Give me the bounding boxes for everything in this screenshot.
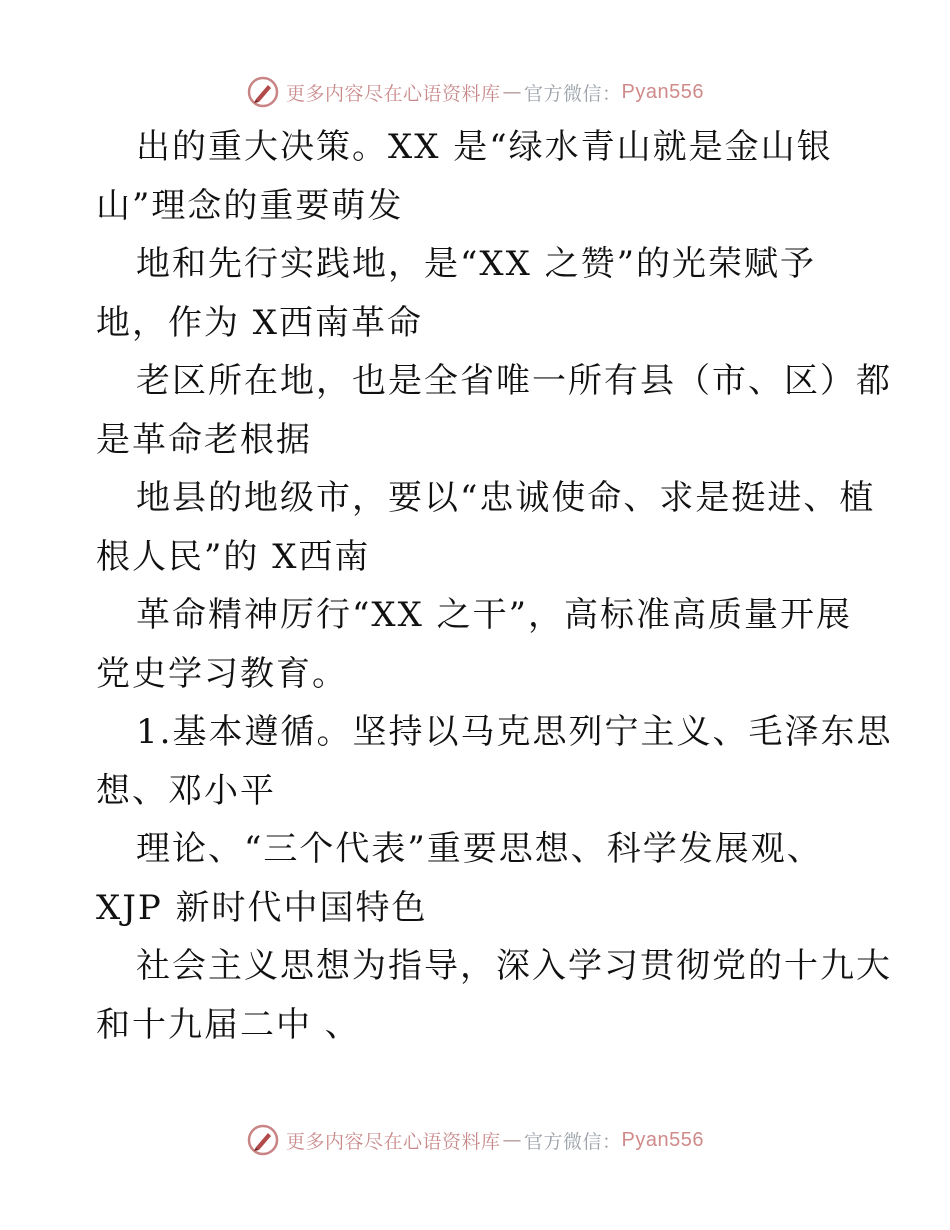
document-body [96, 118, 893, 1054]
body-line: 革命精神厉行“XX 之干”，高标准高质量开展 [136, 595, 852, 635]
body-line: 是革命老根据 [96, 419, 312, 460]
header-watermark-text: 更多内容尽在心语资料库 [286, 82, 501, 105]
body-line: 地，作为 X西南革命 [96, 302, 424, 343]
footer-watermark [0, 1120, 950, 1160]
body-line: 出的重大决策。XX 是“绿水青山就是金山银 [136, 127, 833, 167]
footer-wechat-id: Pyan556 [621, 1128, 704, 1151]
header-wechat-id: Pyan556 [621, 80, 704, 103]
body-line: 山”理念的重要萌发 [96, 185, 404, 226]
body-line: 地县的地级市，要以“忠诚使命、求是挺进、植 [136, 478, 876, 518]
body-line: 1.基本遵循。坚持以马克思列宁主义、毛泽东思 [136, 712, 893, 752]
body-line: 地和先行实践地，是“XX 之赞”的光荣赋予 [136, 244, 816, 284]
body-line: 社会主义思想为指导，深入学习贯彻党的十九大 [136, 946, 892, 986]
body-line: 根人民”的 X西南 [96, 536, 371, 577]
pen-logo-icon [246, 1123, 280, 1157]
header-watermark [0, 72, 950, 112]
body-line: 老区所在地，也是全省唯一所有县（市、区）都 [136, 361, 892, 401]
body-line: 想、邓小平 [96, 770, 276, 811]
body-line: 党史学习教育。 [96, 653, 348, 694]
pen-logo-icon [246, 75, 280, 109]
footer-watermark-separator: — [502, 1129, 523, 1151]
header-watermark-separator: — [502, 81, 523, 103]
body-line: 理论、“三个代表”重要思想、科学发展观、 [136, 829, 823, 869]
body-line: 和十九届二中 、 [96, 1004, 361, 1045]
footer-wechat-label: 官方微信： [524, 1130, 622, 1153]
footer-watermark-text: 更多内容尽在心语资料库 [286, 1130, 501, 1153]
body-line: XJP 新时代中国特色 [96, 887, 428, 928]
header-wechat-label: 官方微信： [524, 82, 622, 105]
